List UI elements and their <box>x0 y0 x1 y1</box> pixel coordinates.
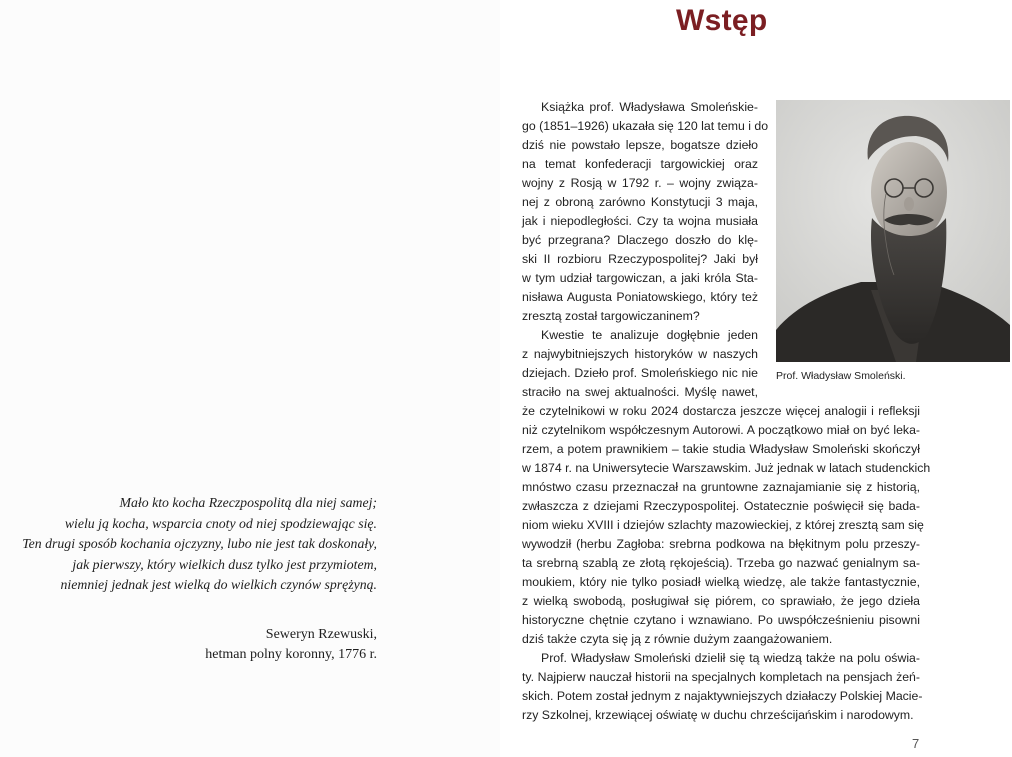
body-line: w 1874 r. na Uniwersytecie Warszawskim. Już jednak w latach studenckich <box>522 461 931 475</box>
body-line: na temat konfederacji targowickiej oraz <box>522 157 758 171</box>
epigraph-line: Ten drugi sposób kochania ojczyzny, lubo nie jest tak doskonały, <box>22 536 377 551</box>
portrait-image <box>776 100 1010 362</box>
body-line: jak i niepodległości. Czy ta wojna musiała <box>522 214 758 228</box>
body-line: go (1851–1926) ukazała się 120 lat temu i do <box>522 119 769 133</box>
body-line: nisława Augusta Poniatowskiego, który też <box>522 290 758 304</box>
epigraph-line: wielu ją kocha, wsparcia cnoty od niej spodziewając się. <box>64 515 377 531</box>
chapter-title: Wstęp <box>676 4 768 37</box>
portrait-photo <box>776 100 1010 362</box>
body-line: skich. Potem został jednym z najaktywniejszych działaczy Polskiej Macie- <box>522 689 923 703</box>
body-line: Prof. Władysław Smoleński dzielił się tą wiedzą także na polu oświa- <box>541 651 920 665</box>
body-line: ski II rozbioru Rzeczypospolitej? Jaki był <box>522 252 758 266</box>
body-line: dziejach. Dzieło prof. Smoleńskiego nic nie <box>522 366 758 380</box>
body-line: dziś także czyta się ją z równie dużym zaangażowaniem. <box>522 632 833 646</box>
body-line: ty. Najpierw nauczał historii na specjalnych kompletach na pensjach żeń- <box>522 670 920 684</box>
epigraph-line: Mało kto kocha Rzeczpospolitą dla niej samej; <box>119 495 377 510</box>
body-line: mnóstwo czasu przeznaczał na gruntowne zaznajamianie się z historią, <box>522 480 920 494</box>
body-line: Książka prof. Władysława Smoleńskie- <box>541 100 758 114</box>
epigraph-attribution <box>0 625 377 665</box>
body-line: w tym udział targowiczan, a jaki króla Sta- <box>522 271 758 285</box>
body-line: Kwestie te analizuje dogłębnie jeden <box>541 328 758 342</box>
body-line: zwłaszcza z dziejami Rzeczypospolitej. Ostatecznie poświęcił się bada- <box>522 499 920 513</box>
epigraph-line: niemniej jednak jest wielką do wielkich czynów sprężyną. <box>60 577 377 592</box>
body-line: dziś nie powstało lepsze, bogatsze dzieło <box>522 138 758 152</box>
page-number: 7 <box>912 736 920 751</box>
body-line: wywodził (herbu Zagłoba: srebrna podkowa na błękitnym polu przeszy- <box>522 537 920 551</box>
body-line: zresztą został targowiczaninem? <box>522 309 700 323</box>
epigraph-author-title: hetman polny koronny, 1776 r. <box>205 647 377 662</box>
body-line: moukiem, który nie tylko posiadł wielką wiedzę, ale także fantastycznie, <box>522 575 920 589</box>
body-line: wojny z Rosją w 1792 r. – wojny związa- <box>522 176 758 190</box>
photo-caption: Prof. Władysław Smoleński. <box>776 370 906 382</box>
body-line: niż czytelnikom współczesnym Autorowi. A początkowo miał on być leka- <box>522 423 920 437</box>
body-line: z wielką swobodą, posługiwał się piórem, co sprawiało, że jego dzieła <box>522 594 920 608</box>
body-line: niom wieku XVIII i dziejów szlachty mazowieckiej, z której zresztą sam się <box>522 518 924 532</box>
body-line: ta srebrną szablą ze złotą rękojeścią). Trzeba go nazwać genialnym sa- <box>522 556 920 570</box>
body-line: nej z obroną zarówno Konstytucji 3 maja, <box>522 195 758 209</box>
body-line: straciło na swej aktualności. Myślę nawet, <box>522 385 758 399</box>
epigraph-quote <box>0 493 377 596</box>
epigraph-line: jak pierwszy, który wielkich dusz tylko jest przymiotem, <box>72 556 377 572</box>
body-line: rzy Szkolnej, krzewiącej oświatę w duchu chrześcijańskim i narodowym. <box>522 708 914 722</box>
body-line: że czytelnikowi w roku 2024 dostarcza jeszcze więcej analogii i refleksji <box>522 404 920 418</box>
body-line: rzem, a potem prawnikiem – takie studia Władysław Smoleński skończył <box>522 442 920 456</box>
body-line: z najwybitniejszych historyków w naszych <box>522 347 758 361</box>
body-line: być przegrana? Dlaczego doszło do klę- <box>522 233 758 247</box>
epigraph-author: Seweryn Rzewuski, <box>265 627 377 642</box>
body-line: historyczne chętnie czytano i wznawiano. Po uwspółcześnieniu pisowni <box>522 613 920 627</box>
